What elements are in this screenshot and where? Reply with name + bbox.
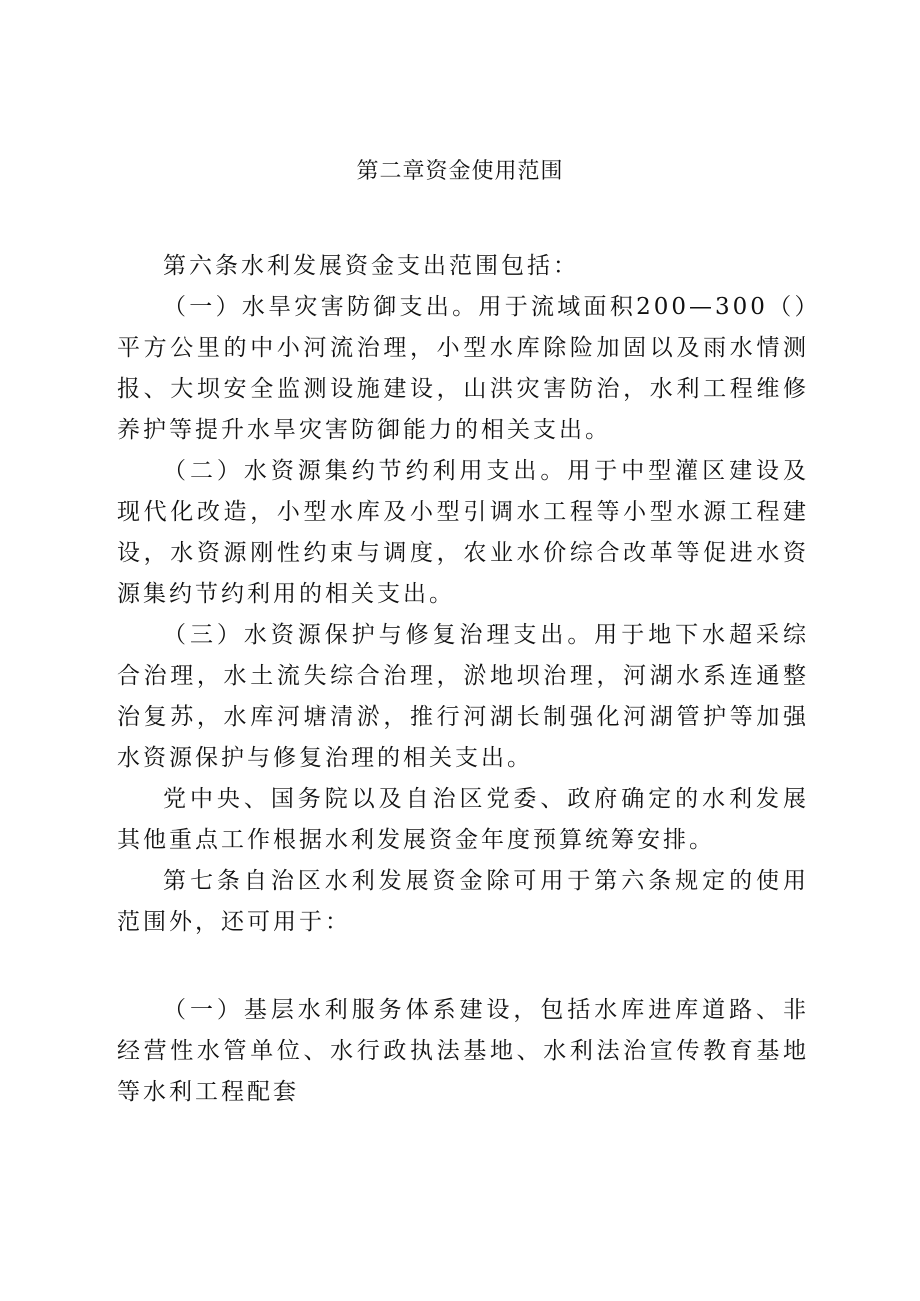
article-6-heading: 第六条水利发展资金支出范围包括：: [163, 253, 579, 279]
article-6-item-2: （二）水资源集约节约利用支出。用于中型灌区建设及现代化改造，小型水库及小型引调水工程等小型水源工程建设，水资源刚性约束与调度，农业水价综合改革等促进水资源集约节约利用的相关支出。: [117, 458, 809, 607]
article-7-item-1: （一）基层水利服务体系建设，包括水库进库道路、非经营性水管单位、水行政执法基地、水利法治宣传教育基地等水利工程配套: [117, 997, 809, 1105]
document-body: [117, 246, 809, 1113]
article-7-heading: 第七条自治区水利发展资金除可用于第六条规定的使用范围外，还可用于：: [117, 868, 809, 935]
chapter-title: 第二章资金使用范围: [356, 159, 564, 184]
article-6-item-1: （一）水旱灾害防御支出。用于流域面积200—300（）平方公里的中小河流治理，小型水库除险加固以及雨水情测报、大坝安全监测设施建设，山洪灾害防治，水利工程维修养护等提升水旱灾害防御能力的相关支出。: [117, 294, 809, 443]
article-6-item-3: （三）水资源保护与修复治理支出。用于地下水超采综合治理，水土流失综合治理，淤地坝治理，河湖水系连通整治复苏，水库河塘清淤，推行河湖长制强化河湖管护等加强水资源保护与修复治理的相关支出。: [117, 622, 809, 771]
article-6-other-work: 党中央、国务院以及自治区党委、政府确定的水利发展其他重点工作根据水利发展资金年度预算统筹安排。: [117, 786, 809, 853]
paragraph-gap: [117, 943, 809, 990]
